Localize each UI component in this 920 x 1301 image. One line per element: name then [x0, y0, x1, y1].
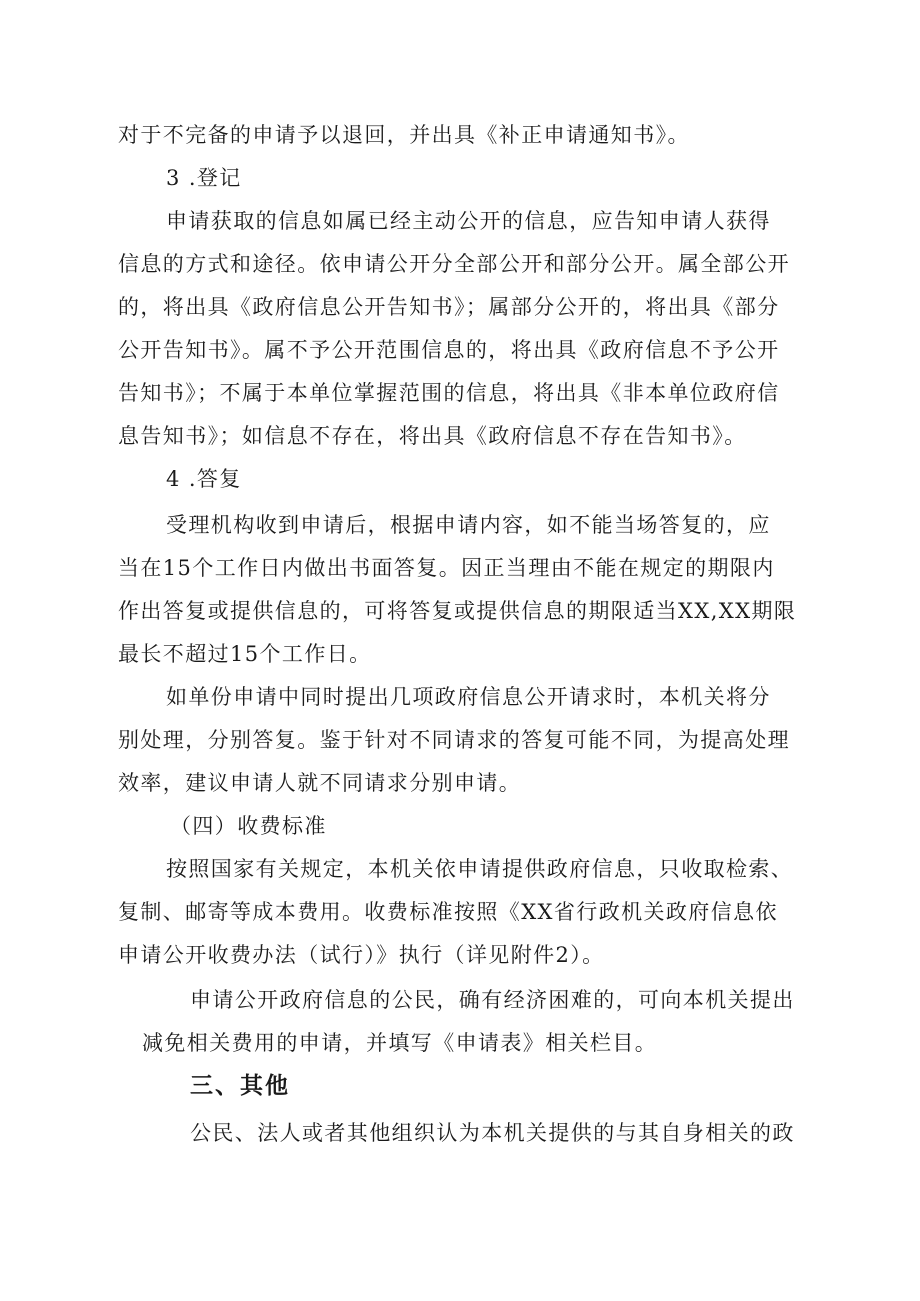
- paragraph-line: 受理机构收到申请后，根据申请内容，如不能当场答复的，应: [166, 513, 771, 537]
- paragraph-line: 减免相关费用的申请，并填写《申请表》相关栏目。: [142, 1031, 658, 1055]
- paragraph-line: 当在15个工作日内做出书面答复。因正当理由不能在规定的期限内: [118, 556, 775, 580]
- paragraph-line: 最长不超过15个工作日。: [118, 642, 372, 666]
- paragraph-line: 对于不完备的申请予以退回，并出具《补正申请通知书》。: [118, 123, 690, 147]
- section-heading-reply: 4 .答复: [166, 467, 242, 491]
- section-heading-registration: 3 .登记: [166, 166, 242, 190]
- paragraph-line: 作出答复或提供信息的，可将答复或提供信息的期限适当XX,XX期限: [118, 599, 797, 623]
- paragraph-line: 复制、邮寄等成本费用。收费标准按照《XX省行政机关政府信息依: [118, 900, 778, 924]
- paragraph-line: 信息的方式和途径。依申请公开分全部公开和部分公开。属全部公开: [118, 252, 790, 276]
- paragraph-line: 如单份申请中同时提出几项政府信息公开请求时，本机关将分: [166, 685, 771, 709]
- paragraph-line: 息告知书》；如信息不存在，将出具《政府信息不存在告知书》。: [118, 424, 747, 448]
- paragraph-line: 申请公开收费办法（试行）》执行（详见附件2）。: [118, 943, 605, 967]
- paragraph-line: 申请获取的信息如属已经主动公开的信息，应告知申请人获得: [166, 209, 771, 233]
- paragraph-line: 别处理，分别答复。鉴于针对不同请求的答复可能不同，为提高处理: [118, 728, 790, 752]
- paragraph-line: 的，将出具《政府信息公开告知书》；属部分公开的，将出具《部分: [118, 295, 780, 319]
- section-heading-fees: （四）收费标准: [170, 814, 327, 838]
- paragraph-line: 告知书》；不属于本单位掌握范围的信息，将出具《非本单位政府信: [118, 381, 780, 405]
- paragraph-line: 公开告知书》。属不予公开范围信息的，将出具《政府信息不予公开: [118, 338, 780, 362]
- paragraph-line: 按照国家有关规定，本机关依申请提供政府信息，只收取检索、: [166, 857, 794, 881]
- paragraph-line: 公民、法人或者其他组织认为本机关提供的与其自身相关的政: [190, 1121, 795, 1145]
- section-heading-other: 三、其他: [190, 1073, 290, 1099]
- paragraph-line: 申请公开政府信息的公民，确有经济困难的，可向本机关提出: [190, 988, 795, 1012]
- paragraph-line: 效率，建议申请人就不同请求分别申请。: [118, 771, 522, 795]
